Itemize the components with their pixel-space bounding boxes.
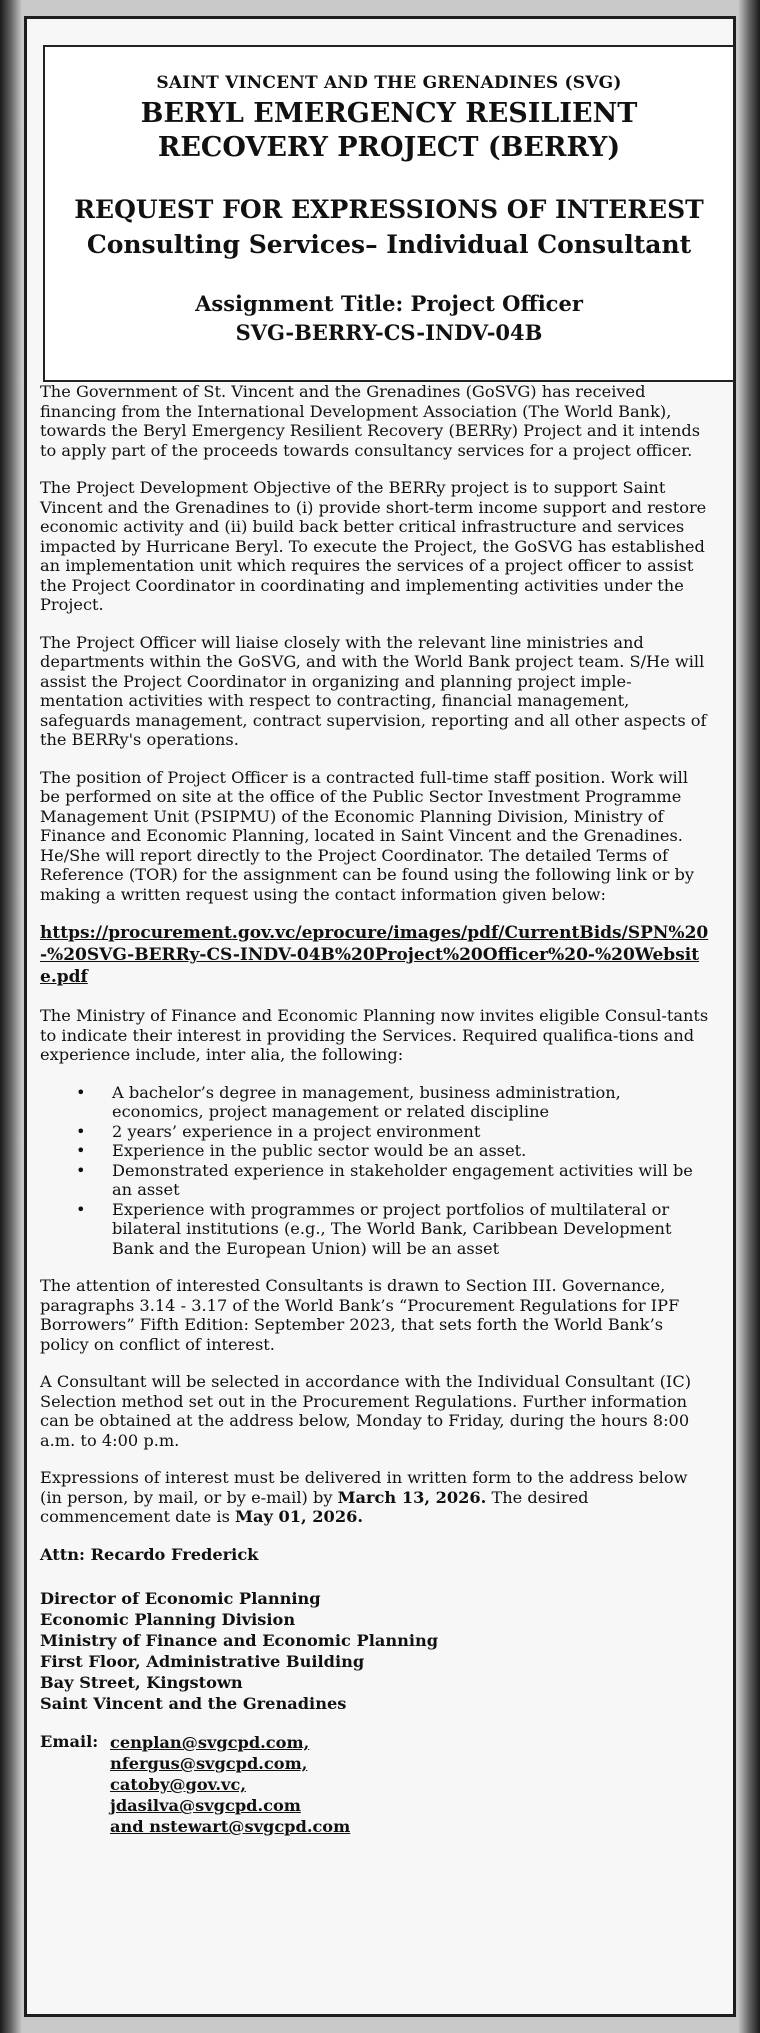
email-list	[110, 1732, 350, 1837]
paragraph-deadline: Expressions of interest must be delivered in written form to the address below (in person, by mail, or by e-mail) by March 13, 2026. The desired commencement date is May 01, 2026.	[40, 1468, 688, 1526]
email-link[interactable]: and nstewart@svgcpd.com	[110, 1817, 351, 1836]
requirements-list	[40, 1083, 712, 1259]
list-item: • Demonstrated experience in stakeholder engagement activities will be an asset	[76, 1160, 693, 1199]
contact-address	[40, 1588, 712, 1714]
tor-link[interactable]: https://procurement.gov.vc/eprocure/images/pdf/CurrentBids/SPN%20-%20SVG-BERRy-CS-INDV-04B%20Project%20Officer%20-%20Website.pdf	[40, 923, 709, 987]
email-link[interactable]: jdasilva@svgcpd.com	[110, 1796, 301, 1815]
paragraph-financing: The Government of St. Vincent and the Grenadines (GoSVG) has received financing from the International Development Association (The World Bank), towards the Beryl Emergency Resilient Recovery (BERRy) Project and it intends to apply part of the proceeds towards consultancy services for a project officer.	[40, 382, 701, 460]
services-heading: Consulting Services– Individual Consultant	[86, 230, 692, 259]
list-item: • Experience with programmes or project portfolios of multilateral or bilateral institutions (e.g., The World Bank, Caribbean Development Bank and the European Union) will be an asset	[76, 1199, 672, 1258]
request-heading: REQUEST FOR EXPRESSIONS OF INTEREST	[74, 195, 704, 224]
list-item: • Experience in the public sector would be an asset.	[76, 1141, 527, 1160]
email-block	[40, 1732, 712, 1837]
address-line: Bay Street, Kingstown	[40, 1673, 243, 1692]
address-line: Saint Vincent and the Grenadines	[40, 1694, 347, 1713]
paragraph-conflict-of-interest: The attention of interested Consultants is drawn to Section III. Governance, paragraphs 3.14 - 3.17 of the World Bank’s “Procurement Regulations for IPF Borrowers” Fifth Edition: September 2023, that sets forth the World Bank’s policy on conflict of interest.	[40, 1276, 680, 1354]
paragraph-duties: The Project Officer will liaise closely with the relevant line ministries and departments within the GoSVG, and with the World Bank project team. S/He will assist the Project Coordinator in organizing and planning project imple-mentation activities with respect to contracting, financial management, safeguards management, contract supervision, reporting and all other aspects of the BERRy's operations.	[40, 632, 707, 749]
email-link[interactable]: cenplan@svgcpd.com,	[110, 1733, 310, 1752]
deadline-date: March 13, 2026.	[337, 1487, 487, 1507]
paragraph-objective: The Project Development Objective of the BERRy project is to support Saint Vincent and the Grenadines to (i) provide short-term income support and restore economic activity and (ii) build back better critical infrastructure and services impacted by Hurricane Beryl. To execute the Project, the GoSVG has established an implementation unit which requires the services of a project officer to assist the Project Coordinator in coordinating and implementing activities under the Project.	[40, 478, 707, 614]
country-heading: SAINT VINCENT AND THE GRENADINES (SVG)	[156, 73, 622, 93]
address-line: Economic Planning Division	[40, 1610, 296, 1629]
assignment-title: Assignment Title: Project Officer	[195, 291, 583, 316]
list-item: • A bachelor’s degree in management, business administration, economics, project management or related discipline	[76, 1082, 621, 1121]
paragraph-invitation: The Ministry of Finance and Economic Planning now invites eligible Consul-tants to indicate their interest in providing the Services. Required qualifica-tions and experience include, inter alia, the following:	[40, 1006, 709, 1064]
notice-body	[40, 382, 712, 1837]
bullet-icon: •	[76, 1141, 86, 1160]
project-title: BERYL EMERGENCY RESILIENT RECOVERY PROJECT (BERRY)	[140, 98, 638, 163]
address-line: Ministry of Finance and Economic Planning	[40, 1631, 439, 1650]
commencement-date: May 01, 2026.	[235, 1507, 363, 1526]
header-box	[43, 45, 735, 382]
address-line: First Floor, Administrative Building	[40, 1652, 365, 1671]
address-line: Director of Economic Planning	[40, 1589, 321, 1608]
email-link[interactable]: nfergus@svgcpd.com,	[110, 1754, 308, 1773]
list-item: • 2 years’ experience in a project environment	[76, 1121, 481, 1141]
attention-line: Attn: Recardo Frederick	[40, 1544, 259, 1564]
email-label: Email:	[40, 1732, 99, 1751]
bullet-icon: •	[76, 1082, 86, 1102]
paragraph-position: The position of Project Officer is a contracted full-time staff position. Work will be performed on site at the office of the Public Sector Investment Programme Management Unit (PSIPMU) of the Economic Planning Division, Ministry of Finance and Economic Planning, located in Saint Vincent and the Grenadines. He/She will report directly to the Project Coordinator. The detailed Terms of Reference (TOR) for the assignment can be found using the following link or by making a written request using the contact information given below:	[40, 767, 695, 904]
bullet-icon: •	[76, 1199, 86, 1219]
bullet-icon: •	[76, 1121, 86, 1141]
email-link[interactable]: catoby@gov.vc,	[110, 1775, 246, 1794]
paragraph-selection-method: A Consultant will be selected in accordance with the Individual Consultant (IC) Selection method set out in the Procurement Regulations. Further information can be obtained at the address below, Monday to Friday, during the hours 8:00 a.m. to 4:00 p.m.	[40, 1372, 692, 1450]
reference-number: SVG-BERRY-CS-INDV-04B	[235, 320, 543, 345]
bullet-icon: •	[76, 1160, 86, 1180]
